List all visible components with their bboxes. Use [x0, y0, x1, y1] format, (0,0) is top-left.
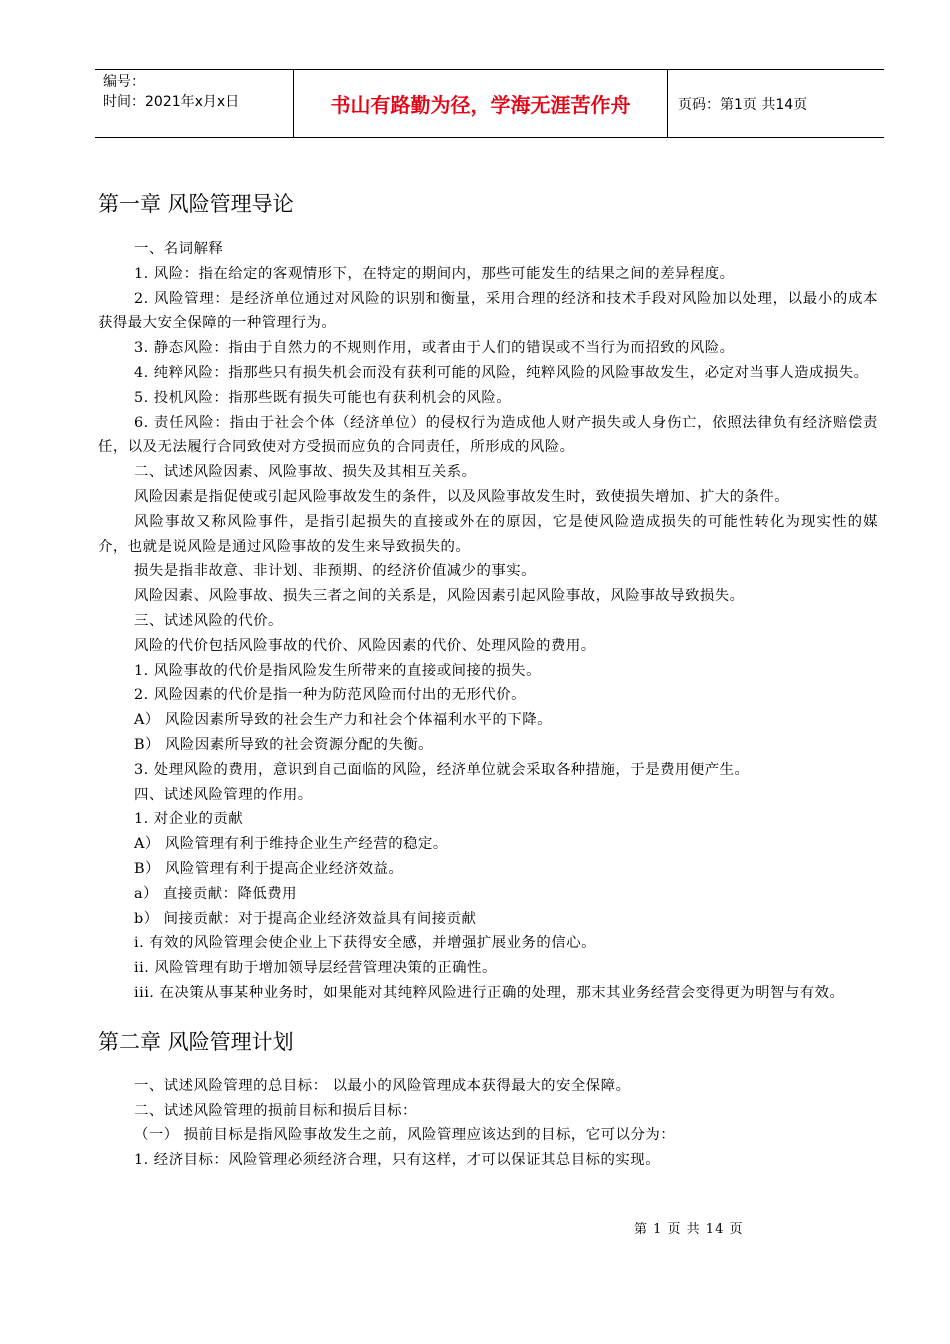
header-left-cell: [95, 70, 294, 137]
paragraph: 1. 经济目标：风险管理必须经济合理，只有这样，才可以保证其总目标的实现。: [134, 1152, 661, 1169]
paragraph: 一、名词解释: [134, 241, 224, 257]
chapter-1-content: [98, 237, 878, 1006]
time-label: 时间：2021年x月x日: [103, 94, 240, 110]
paragraph: ii. 风险管理有助于增加领导层经营管理决策的正确性。: [134, 960, 497, 977]
header-table: [95, 69, 884, 138]
document-body: [98, 184, 878, 1173]
motto: 书山有路勤为径，学海无涯苦作舟: [294, 70, 668, 137]
paragraph: 3. 处理风险的费用，意识到自己面临的风险，经济单位就会采取各种措施，于是费用便产生。: [134, 761, 750, 778]
paragraph: 5. 投机风险：指那些既有损失可能也有获利机会的风险。: [134, 389, 512, 406]
paragraph: 4. 纯粹风险：指那些只有损失机会而没有获利可能的风险，纯粹风险的风险事故发生，必定对当事人造成损失。: [134, 364, 869, 381]
paragraph: 1. 风险：指在给定的客观情形下，在特定的期间内，那些可能发生的结果之间的差异程度。: [134, 265, 735, 282]
paragraph: B） 风险管理有利于提高企业经济效益。: [134, 860, 404, 877]
chapter-2-content: [98, 1074, 878, 1173]
paragraph: 四、试述风险管理的作用。: [134, 786, 313, 803]
paragraph: 一、试述风险管理的总目标： 以最小的风险管理成本获得最大的安全保障。: [134, 1077, 631, 1094]
paragraph: A） 风险管理有利于维持企业生产经营的稳定。: [134, 836, 448, 853]
paragraph: 风险因素、风险事故、损失三者之间的关系是，风险因素引起风险事故，风险事故导致损失。: [134, 588, 745, 605]
paragraph: 风险事故又称风险事件，是指引起损失的直接或外在的原因，它是使风险造成损失的可能性转化为现实性的媒介，也就是说风险是通过风险事故的发生来导致损失的。: [98, 513, 878, 555]
paragraph: 2. 风险因素的代价是指一种为防范风险而付出的无形代价。: [134, 687, 527, 704]
paragraph: 风险因素是指促使或引起风险事故发生的条件，以及风险事故发生时，致使损失增加、扩大的条件。: [134, 488, 790, 505]
paragraph: 1. 风险事故的代价是指风险发生所带来的直接或间接的损失。: [134, 662, 541, 679]
paragraph: B） 风险因素所导致的社会资源分配的失衡。: [134, 736, 434, 753]
paragraph: （一） 损前目标是指风险事故发生之前，风险管理应该达到的目标，它可以分为：: [134, 1127, 676, 1144]
paragraph: 损失是指非故意、非计划、非预期、的经济价值减少的事实。: [134, 563, 537, 580]
paragraph: 三、试述风险的代价。: [134, 612, 283, 629]
chapter-1-title: 第一章 风险管理导论: [98, 192, 294, 216]
paragraph: iii. 在决策从事某种业务时，如果能对其纯粹风险进行正确的处理，那末其业务经营会变得更为明智与有效。: [134, 984, 845, 1001]
paragraph: 二、试述风险管理的损前目标和损后目标：: [134, 1102, 417, 1119]
paragraph: b） 间接贡献：对于提高企业经济效益具有间接贡献: [134, 910, 477, 927]
paragraph: 1. 对企业的贡献: [134, 811, 244, 828]
page-footer: 第 1 页 共 14 页: [634, 1222, 744, 1237]
page-label: 页码：第1页 共14页: [678, 96, 808, 113]
paragraph: A） 风险因素所导致的社会生产力和社会个体福利水平的下降。: [134, 712, 553, 729]
chapter-2-title: 第二章 风险管理计划: [98, 1029, 294, 1054]
paragraph: 二、试述风险因素、风险事故、损失及其相互关系。: [134, 464, 477, 481]
number-label: 编号：: [103, 74, 145, 90]
paragraph: 6. 责任风险：指由于社会个体（经济单位）的侵权行为造成他人财产损失或人身伤亡，依照法律负有经济赔偿责任，以及无法履行合同致使对方受损而应负的合同责任，所形成的风险。: [98, 414, 878, 456]
paragraph: 3. 静态风险：指由于自然力的不规则作用，或者由于人们的错误或不当行为而招致的风险。: [134, 340, 735, 357]
paragraph: 风险的代价包括风险事故的代价、风险因素的代价、处理风险的费用。: [134, 637, 596, 654]
paragraph: a） 直接贡献：降低费用: [134, 885, 298, 902]
paragraph: i. 有效的风险管理会使企业上下获得安全感，并增强扩展业务的信心。: [134, 935, 596, 952]
paragraph: 2. 风险管理：是经济单位通过对风险的识别和衡量，采用合理的经济和技术手段对风险加以处理，以最小的成本获得最大安全保障的一种管理行为。: [98, 290, 878, 332]
